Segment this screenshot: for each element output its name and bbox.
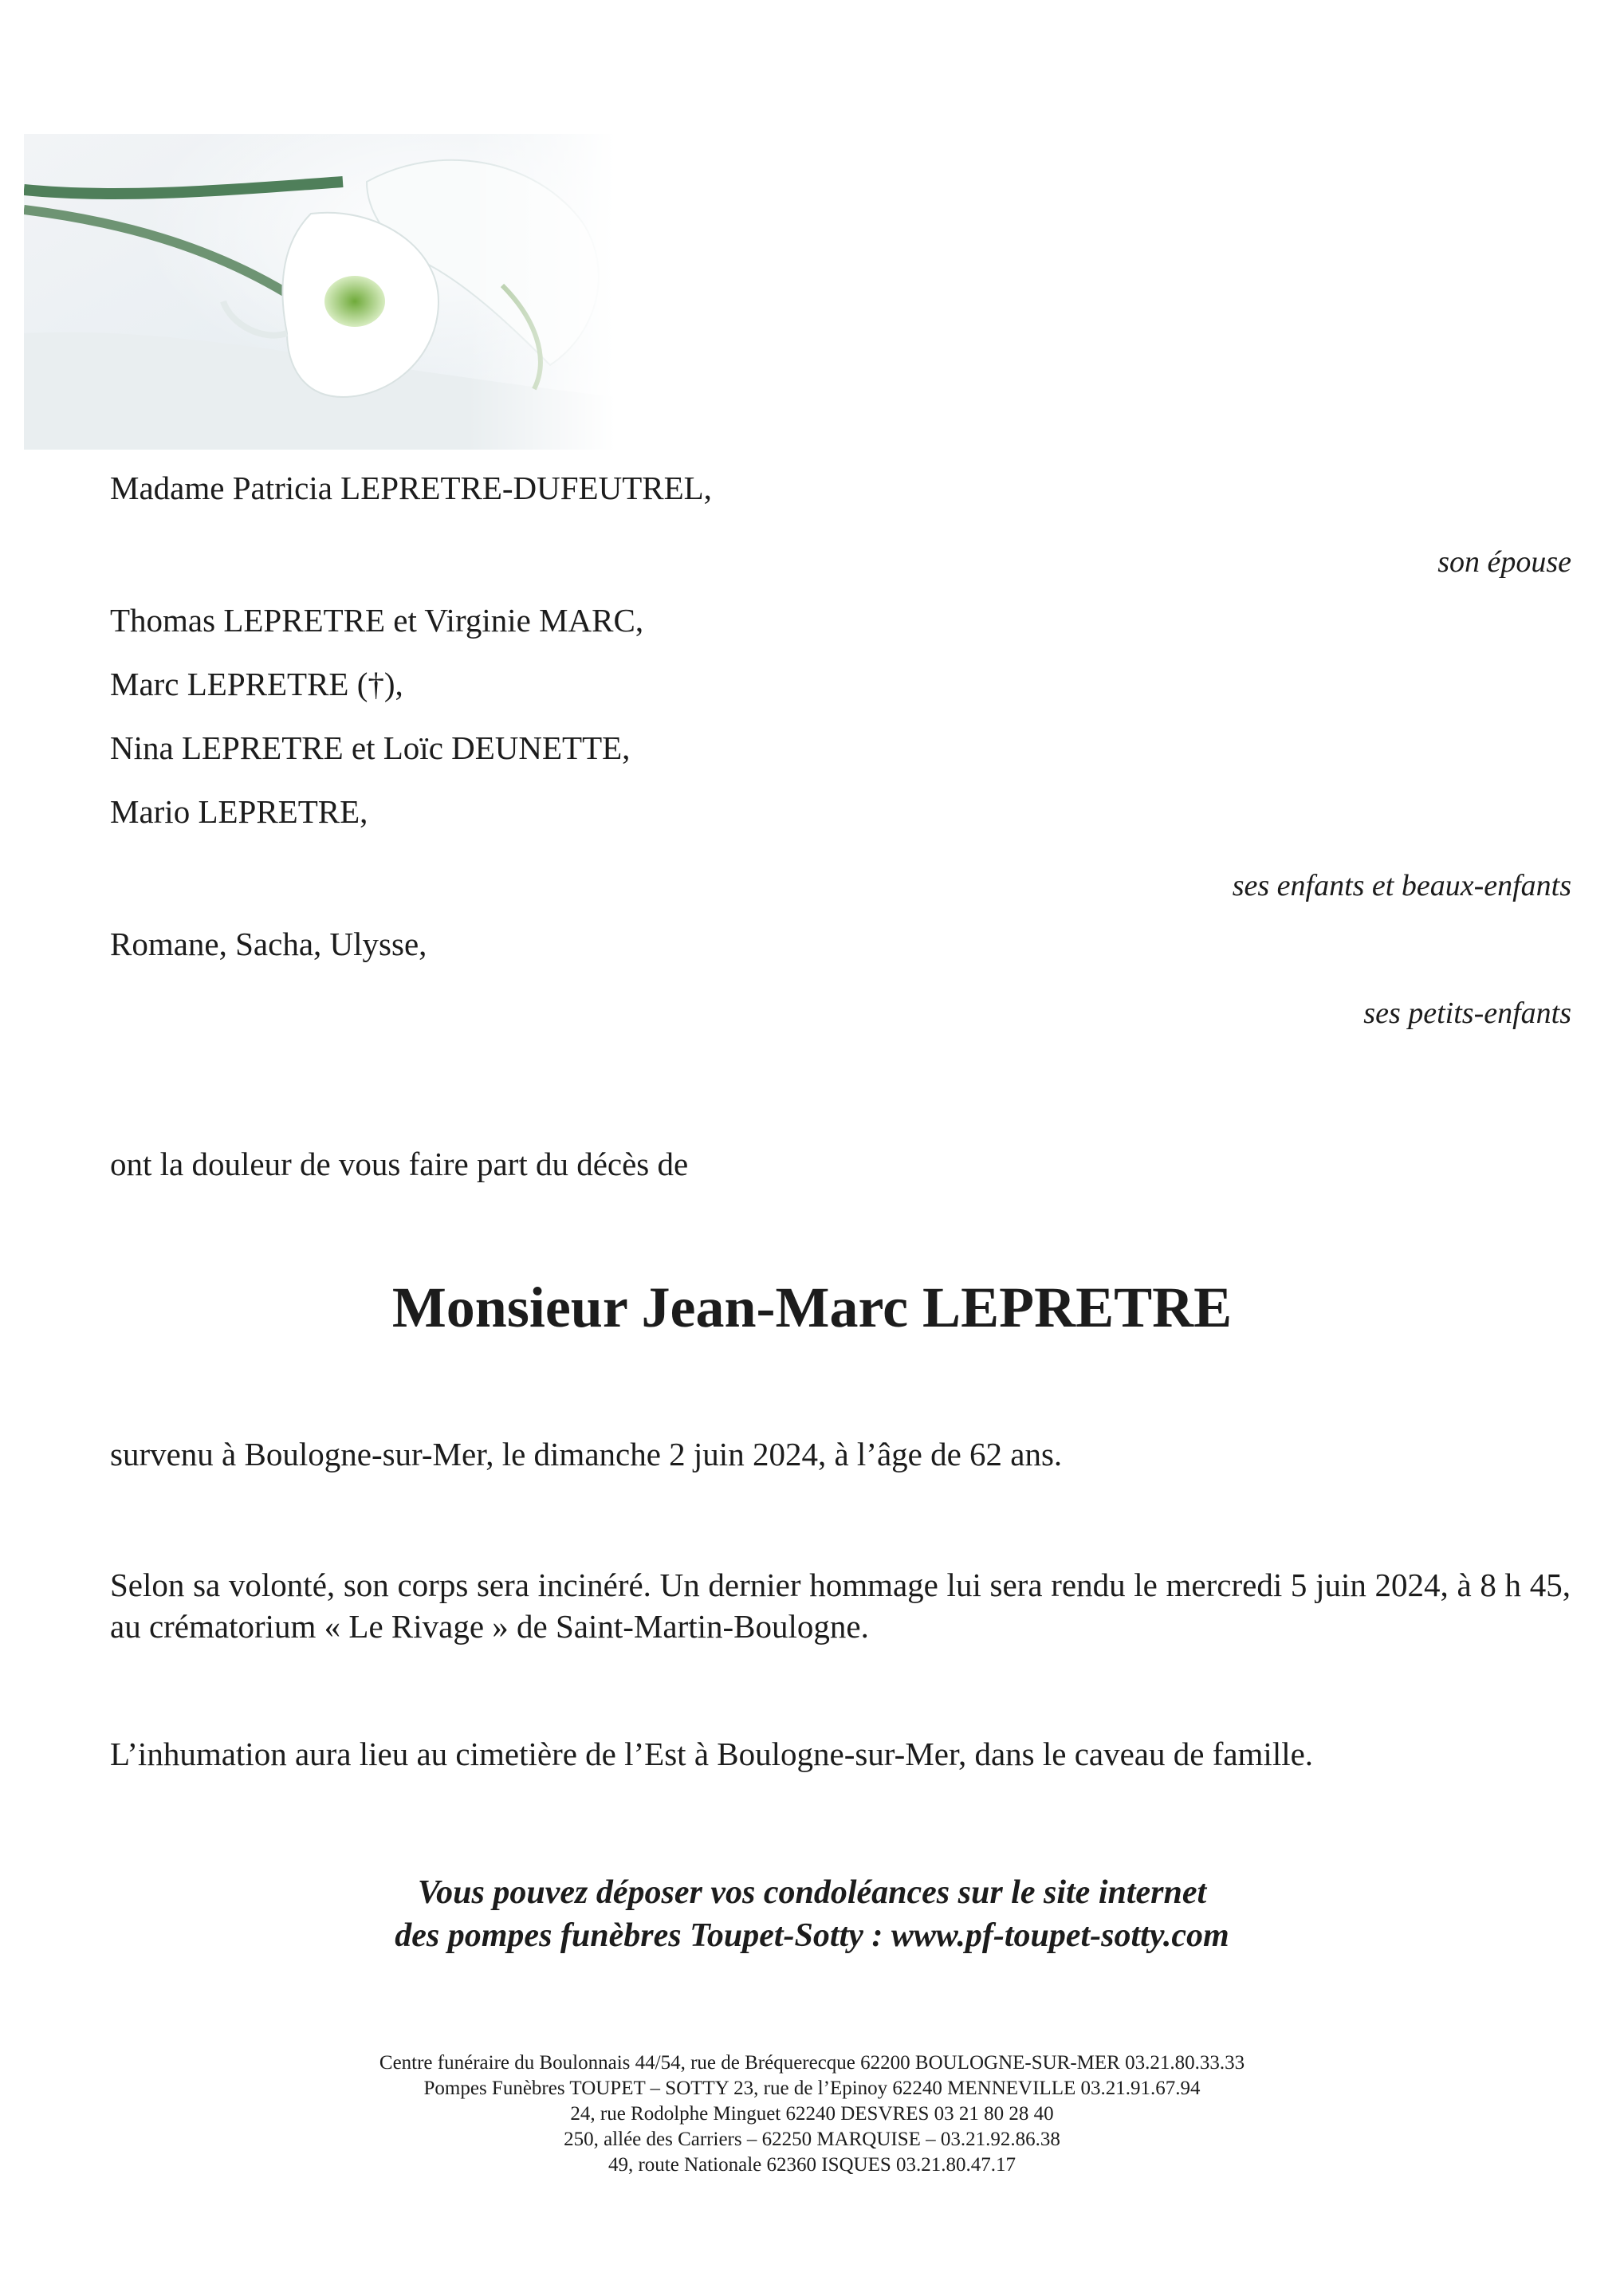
- announcement-intro: ont la douleur de vous faire part du décès de: [110, 1146, 689, 1182]
- spouse-role: son épouse: [1437, 545, 1571, 579]
- footer-address: Pompes Funèbres TOUPET – SOTTY 23, rue de l’Epinoy 62240 MENNEVILLE 03.21.91.67.94: [423, 2078, 1201, 2099]
- burial-paragraph: L’inhumation aura lieu au cimetière de l’Est à Boulogne-sur-Mer, dans le caveau de famille.: [110, 1736, 1314, 1772]
- grandchildren-role: ses petits-enfants: [1363, 997, 1571, 1030]
- child-name: Nina LEPRETRE et Loïc DEUNETTE,: [110, 729, 631, 766]
- child-name: Marc LEPRETRE (†),: [110, 666, 403, 702]
- condolences-line-1: Vous pouvez déposer vos condoléances sur le site internet: [417, 1874, 1207, 1911]
- child-name: Mario LEPRETRE,: [110, 793, 368, 830]
- grandchildren-names: Romane, Sacha, Ulysse,: [110, 926, 427, 962]
- condolences-line-2: des pompes funèbres Toupet-Sotty : www.pf-toupet-sotty.com: [395, 1917, 1229, 1954]
- spouse-name: Madame Patricia LEPRETRE-DUFEUTREL,: [110, 470, 712, 506]
- death-details: survenu à Boulogne-sur-Mer, le dimanche 2 juin 2024, à l’âge de 62 ans.: [110, 1436, 1063, 1472]
- footer-address: 250, allée des Carriers – 62250 MARQUISE – 03.21.92.86.38: [564, 2129, 1060, 2150]
- footer-address: 24, rue Rodolphe Minguet 62240 DESVRES 03 21 80 28 40: [570, 2103, 1054, 2125]
- footer-address: Centre funéraire du Boulonnais 44/54, rue de Bréquerecque 62200 BOULOGNE-SUR-MER 03.21.80.33.33: [379, 2052, 1245, 2074]
- children-role: ses enfants et beaux-enfants: [1232, 869, 1571, 902]
- calla-lily-image: [24, 134, 615, 450]
- footer-address: 49, route Nationale 62360 ISQUES 03.21.80.47.17: [608, 2154, 1016, 2176]
- child-name: Thomas LEPRETRE et Virginie MARC,: [110, 602, 644, 639]
- deceased-name: Monsieur Jean-Marc LEPRETRE: [391, 1276, 1233, 1339]
- ceremony-paragraph: Selon sa volonté, son corps sera incinéré. Un dernier hommage lui sera rendu le mercredi 5 juin 2024, à 8 h 45, au crématorium « Le Rivage » de Saint-Martin-Boulogne.: [110, 1567, 1571, 1645]
